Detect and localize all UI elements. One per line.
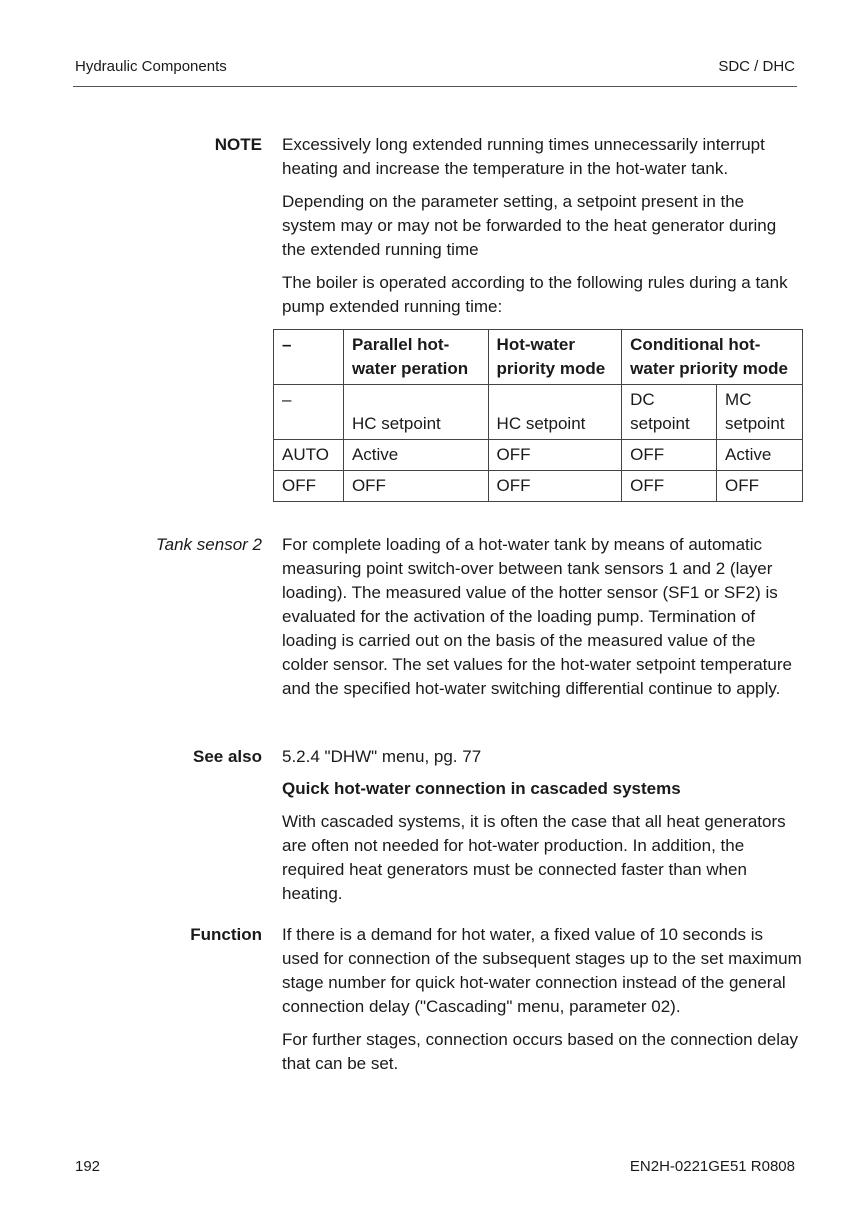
table-row bbox=[274, 440, 803, 471]
tank-sensor-label: Tank sensor 2 bbox=[155, 535, 262, 554]
document-code: EN2H-0221GE51 R0808 bbox=[629, 1158, 795, 1175]
table-cell: AUTO bbox=[274, 440, 344, 471]
table-header-row bbox=[274, 330, 803, 385]
table-header-cell: Parallel hot-water peration bbox=[343, 330, 488, 385]
boiler-rules-table bbox=[273, 329, 803, 502]
table-cell: OFF bbox=[488, 440, 622, 471]
function-paragraph-1: If there is a demand for hot water, a fixed value of 10 seconds is used for connection of the subsequent stages up to the set maximum stage number for quick hot-water connection instead of the general connection delay ("Cascading" menu, parameter 02). bbox=[282, 925, 802, 1016]
function-paragraph-2: For further stages, connection occurs based on the connection delay that can be set. bbox=[282, 1030, 798, 1073]
table-header-cell: – bbox=[274, 330, 344, 385]
table-cell: – bbox=[274, 385, 344, 440]
table-header-cell: Conditional hot-water priority mode bbox=[622, 330, 803, 385]
note-paragraph-2: Depending on the parameter setting, a setpoint present in the system may or may not be forwarded to the heat generator during the extended running time bbox=[282, 192, 777, 259]
header-divider bbox=[73, 86, 797, 87]
table-header-cell: Hot-water priority mode bbox=[488, 330, 622, 385]
note-paragraph-1: Excessively long extended running times unnecessarily interrupt heating and increase the temperature in the hot-water tank. bbox=[282, 135, 765, 178]
table-cell: HC setpoint bbox=[343, 385, 488, 440]
table-cell: OFF bbox=[343, 471, 488, 502]
note-paragraph-3: The boiler is operated according to the following rules during a tank pump extended running time: bbox=[282, 273, 788, 316]
page-number: 192 bbox=[75, 1158, 101, 1175]
see-also-reference: 5.2.4 "DHW" menu, pg. 77 bbox=[282, 747, 482, 766]
table-subheader-row bbox=[274, 385, 803, 440]
table-cell: OFF bbox=[274, 471, 344, 502]
section-heading: Quick hot-water connection in cascaded systems bbox=[282, 779, 681, 798]
table-cell: DC setpoint bbox=[622, 385, 717, 440]
table-cell: MC setpoint bbox=[717, 385, 803, 440]
note-label: NOTE bbox=[214, 135, 262, 154]
table-cell: HC setpoint bbox=[488, 385, 622, 440]
see-also-label: See also bbox=[193, 747, 262, 766]
header-section-title: Hydraulic Components bbox=[75, 58, 227, 75]
table-cell: OFF bbox=[717, 471, 803, 502]
table-cell: OFF bbox=[622, 471, 717, 502]
table-cell: OFF bbox=[622, 440, 717, 471]
header-product-name: SDC / DHC bbox=[718, 58, 795, 75]
table-cell: Active bbox=[343, 440, 488, 471]
cascade-intro-text: With cascaded systems, it is often the case that all heat generators are often not needed for hot-water production. In addition, the required heat generators must be connected faster than when heating. bbox=[282, 812, 786, 903]
table-cell: Active bbox=[717, 440, 803, 471]
table-cell: OFF bbox=[488, 471, 622, 502]
function-label: Function bbox=[190, 925, 262, 944]
table-row bbox=[274, 471, 803, 502]
tank-sensor-text: For complete loading of a hot-water tank by means of automatic measuring point switch-over between tank sensors 1 and 2 (layer loading). The measured value of the hotter sensor (SF1 or SF2) is evaluated for the activation of the loading pump. Termination of loading is carried out on the basis of the measured value of the colder sensor. The set values for the hot-water setpoint temperature and the specified hot-water switching differential continue to apply. bbox=[282, 535, 792, 698]
